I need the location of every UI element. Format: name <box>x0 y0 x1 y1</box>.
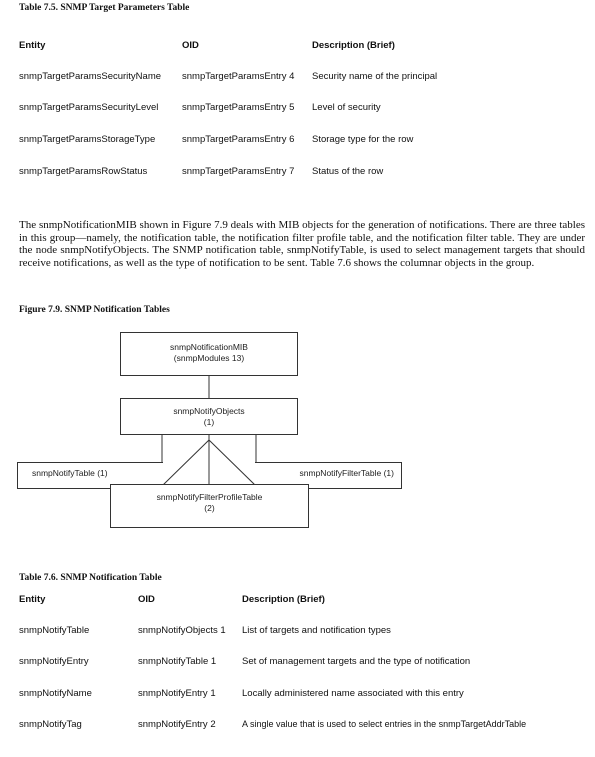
table75-header-oid: OID <box>182 40 199 51</box>
table76-row4-entity: snmpNotifyTag <box>19 719 82 730</box>
table75-header-description: Description (Brief) <box>312 40 395 51</box>
table75-row1-entity: snmpTargetParamsSecurityName <box>19 71 162 82</box>
figure79-caption: Figure 7.9. SNMP Notification Tables <box>19 305 170 315</box>
snmp-notify-objects-node <box>120 398 298 435</box>
table75-row2-oid: snmpTargetParamsEntry 5 <box>182 102 295 113</box>
right-node-label: snmpNotifyFilterTable (1) <box>299 468 394 478</box>
table75-row3-oid: snmpTargetParamsEntry 6 <box>182 134 295 145</box>
table76-row2-entity: snmpNotifyEntry <box>19 656 89 667</box>
snmp-notify-filter-profile-table-node <box>110 484 309 528</box>
table76-row3-entity: snmpNotifyName <box>19 688 92 699</box>
table75-row3-description: Storage type for the row <box>312 134 414 145</box>
table76-row2-oid: snmpNotifyTable 1 <box>138 656 217 667</box>
objects-node-name: snmpNotifyObjects <box>173 406 245 416</box>
table76-row4-description: A single value that is used to select entries in the snmpTargetAddrTable <box>242 719 527 729</box>
table76-row3-oid: snmpNotifyEntry 1 <box>138 688 216 699</box>
bottom-node-oid: (2) <box>204 503 215 513</box>
left-node-label: snmpNotifyTable (1) <box>32 468 108 478</box>
table76-row4-oid: snmpNotifyEntry 2 <box>138 719 216 730</box>
table75-row4-description: Status of the row <box>312 166 384 177</box>
table76-row1-entity: snmpNotifyTable <box>19 625 90 636</box>
table76-header-entity: Entity <box>19 594 46 605</box>
table75-header-entity: Entity <box>19 40 46 51</box>
diagonal-left-line <box>163 440 209 485</box>
table76-row2-description: Set of management targets and the type of notification <box>242 656 471 667</box>
bottom-node-name: snmpNotifyFilterProfileTable <box>156 492 263 502</box>
table75-row4-entity: snmpTargetParamsRowStatus <box>19 166 148 177</box>
table75-row2-entity: snmpTargetParamsSecurityLevel <box>19 102 159 113</box>
table75-row3-entity: snmpTargetParamsStorageType <box>19 134 156 145</box>
table76-header-description: Description (Brief) <box>242 594 325 605</box>
table75-row1-oid: snmpTargetParamsEntry 4 <box>182 71 295 82</box>
root-node-name: snmpNotificationMIB <box>170 342 248 352</box>
table75-row4-oid: snmpTargetParamsEntry 7 <box>182 166 295 177</box>
body-paragraph: The snmpNotificationMIB shown in Figure 7.9 deals with MIB objects for the generation of notifications. There are three tables in this group—namely, the notification table, the notification filter profile table, and the notification filter table. They are under the node snmpNotifyObjects. The SNMP notification table, snmpNotifyTable, is used to select management targets that should receive notifications, as well as the type of notification to be sent. Table 7.6 shows the columnar objects in the group. <box>19 219 585 269</box>
objects-node-oid: (1) <box>203 417 215 427</box>
root-node-oid: (snmpModules 13) <box>173 353 245 363</box>
snmp-notification-mib-node <box>120 332 298 376</box>
table75-row1-description: Security name of the principal <box>312 71 438 82</box>
table76-row1-oid: snmpNotifyObjects 1 <box>138 625 226 636</box>
table76-row1-description: List of targets and notification types <box>242 625 391 636</box>
table75-row2-description: Level of security <box>312 102 381 113</box>
table75-caption: Table 7.5. SNMP Target Parameters Table <box>19 3 190 13</box>
table76-caption: Table 7.6. SNMP Notification Table <box>19 573 162 583</box>
table76-header-oid: OID <box>138 594 155 605</box>
table76-row3-description: Locally administered name associated with this entry <box>242 688 464 699</box>
diagonal-right-line <box>209 440 255 485</box>
